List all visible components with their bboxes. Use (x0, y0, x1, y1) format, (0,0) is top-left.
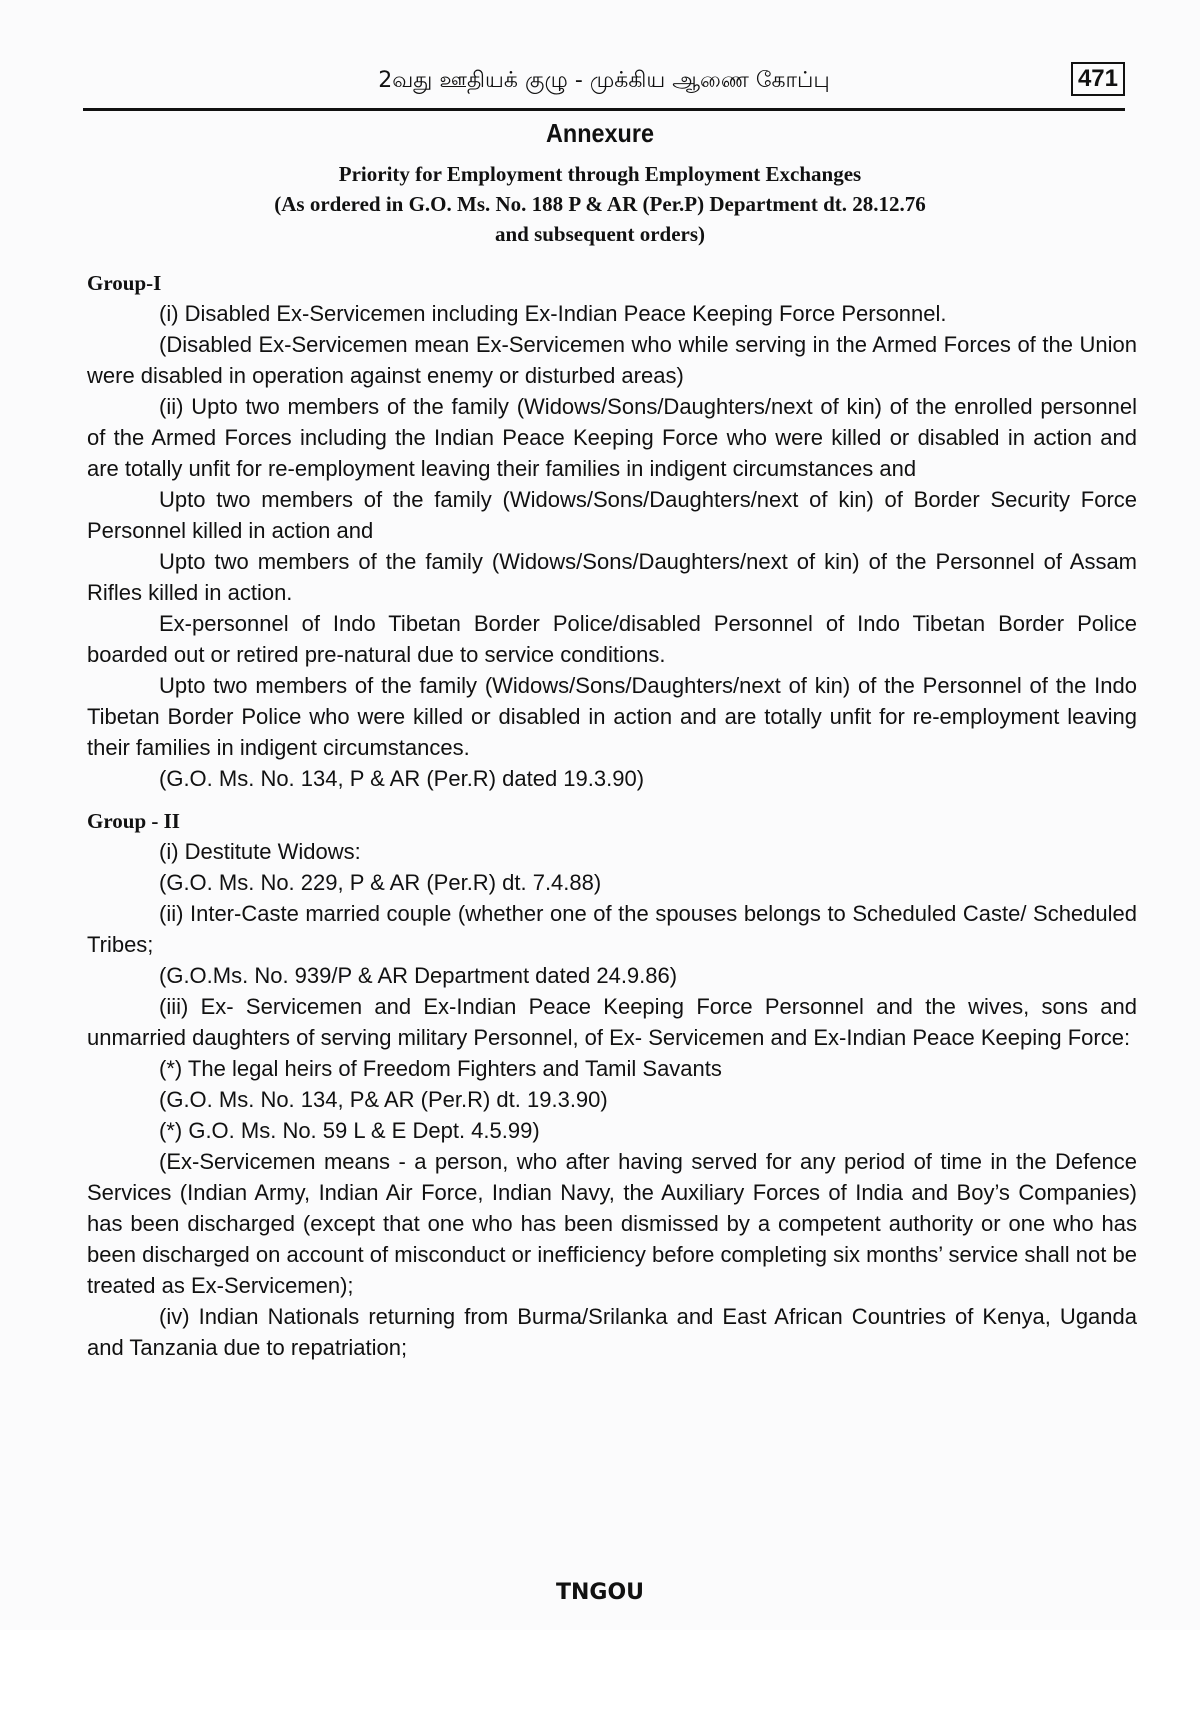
group-1-item: (Disabled Ex-Servicemen mean Ex-Servicemen who while serving in the Armed Forces of the Union were disabled in operation against enemy or disturbed areas) (87, 332, 1137, 388)
running-title: 2வது ஊதியக் குழு - முக்கிய ஆணை கோப்பு (378, 68, 830, 93)
group-2-item-2: (ii) Inter-Caste married couple (whether one of the spouses belongs to Scheduled Caste/ Scheduled Tribes; (87, 901, 1137, 957)
section-gap (87, 794, 1137, 806)
group-1-item: Ex-personnel of Indo Tibetan Border Police/disabled Personnel of Indo Tibetan Border Police boarded out or retired pre-natural due to service conditions. (87, 611, 1137, 667)
group-2-item-3-sub-2: (*) G.O. Ms. No. 59 L & E Dept. 4.5.99) (159, 1118, 540, 1143)
document-body (87, 268, 1137, 1363)
group-2-item-1: (i) Destitute Widows: (159, 839, 361, 864)
footer-band (0, 1630, 1200, 1718)
group-2-item-1-reference: (G.O. Ms. No. 229, P & AR (Per.R) dt. 7.4.88) (159, 870, 602, 895)
footer-text: TNGOU (555, 1580, 645, 1605)
group-1-item: Upto two members of the family (Widows/Sons/Daughters/next of kin) of the Personnel of the Indo Tibetan Border Police who were killed or disabled in action and are totally unfit for re-employment leaving their families in indigent circumstances. (87, 673, 1137, 760)
page-number: 471 (1071, 62, 1125, 96)
group-2-item-3-sub-1-reference: (G.O. Ms. No. 134, P& AR (Per.R) dt. 19.3.90) (159, 1087, 608, 1112)
group-2-section (87, 806, 1137, 1363)
group-1-item: Upto two members of the family (Widows/Sons/Daughters/next of kin) of Border Security Force Personnel killed in action and (87, 487, 1137, 543)
group-2-item-3-sub-1: (*) The legal heirs of Freedom Fighters and Tamil Savants (159, 1056, 722, 1081)
group-1-item: (ii) Upto two members of the family (Widows/Sons/Daughters/next of kin) of the enrolled personnel of the Armed Forces including the Indian Peace Keeping Force who were killed or disabled in action and are totally unfit for re-employment leaving their families in indigent circumstances and (87, 394, 1137, 481)
running-header (83, 62, 1125, 106)
annexure-title: Annexure (546, 118, 654, 148)
subtitle-line-2: (As ordered in G.O. Ms. No. 188 P & AR (Per.P) Department dt. 28.12.76 (274, 192, 926, 216)
group-1-section (87, 268, 1137, 794)
group-1-heading: Group-I (87, 271, 162, 295)
group-2-heading: Group - II (87, 809, 180, 833)
group-1-item: (i) Disabled Ex-Servicemen including Ex-Indian Peace Keeping Force Personnel. (159, 301, 947, 326)
group-2-item-4: (iv) Indian Nationals returning from Burma/Srilanka and East African Countries of Kenya, Uganda and Tanzania due to repatriation; (87, 1304, 1137, 1360)
group-2-item-3: (iii) Ex- Servicemen and Ex-Indian Peace Keeping Force Personnel and the wives, sons and unmarried daughters of serving military Personnel, of Ex- Servicemen and Ex-Indian Peace Keeping Force: (87, 994, 1137, 1050)
subtitle-line-1: Priority for Employment through Employment Exchanges (338, 162, 862, 186)
header-rule (83, 108, 1125, 111)
group-1-reference: (G.O. Ms. No. 134, P & AR (Per.R) dated 19.3.90) (159, 766, 645, 791)
group-1-item: Upto two members of the family (Widows/Sons/Daughters/next of kin) of the Personnel of Assam Rifles killed in action. (87, 549, 1137, 605)
subtitle-line-3: and subsequent orders) (494, 222, 706, 246)
group-2-item-3-definition: (Ex-Servicemen means - a person, who after having served for any period of time in the Defence Services (Indian Army, Indian Air Force, Indian Navy, the Auxiliary Forces of India and Boy’s Companies) has been discharged (except that one who has been dismissed by a competent authority or one who has been discharged on account of misconduct or inefficiency before completing six months’ service shall not be treated as Ex-Servicemen); (87, 1149, 1137, 1298)
group-2-item-2-reference: (G.O.Ms. No. 939/P & AR Department dated 24.9.86) (159, 963, 678, 988)
